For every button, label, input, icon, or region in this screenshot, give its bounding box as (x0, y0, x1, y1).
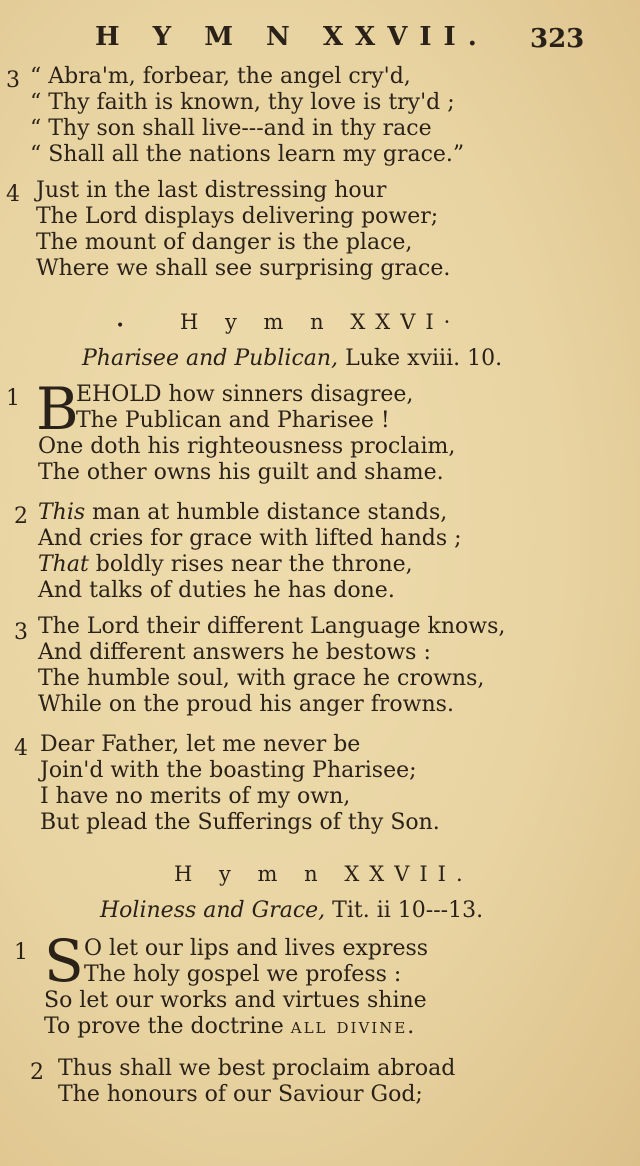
verse-line: While on the proud his anger frowns. (38, 692, 454, 717)
running-title: H Y M N XXVII. (95, 22, 489, 52)
drop-cap: B (36, 375, 79, 443)
verse-line: And different answers he bestows : (38, 640, 431, 665)
verse-number: 2 (30, 1060, 44, 1085)
verse-number: 3 (6, 68, 20, 93)
verse-line: But plead the Sufferings of thy Son. (40, 810, 440, 835)
line-rest: boldly rises near the throne, (88, 552, 413, 577)
drop-cap: S (44, 927, 84, 995)
verse-number: 1 (6, 386, 20, 411)
line-rest: And talks of duties he has done. (38, 578, 395, 603)
verse-number: 1 (14, 940, 28, 965)
verse-line: I have no merits of my own, (40, 784, 351, 809)
subtitle-theme: Pharisee and Publican, (82, 346, 339, 371)
ornament-dot: • (116, 318, 125, 334)
line-rest: And cries for grace with lifted hands ; (38, 526, 462, 551)
verse-line: The holy gospel we profess : (84, 962, 402, 987)
italic-word: That (38, 552, 89, 577)
verse-line: “ Thy son shall live---and in thy race (30, 116, 432, 141)
verse-number: 4 (14, 736, 28, 761)
verse-number: 3 (14, 620, 28, 645)
verse-line: “ Shall all the nations learn my grace.” (30, 142, 465, 167)
verse-line: Just in the last distressing hour (36, 178, 387, 203)
verse-line: So let our works and virtues shine (44, 988, 427, 1013)
verse-line: One doth his righteousness proclaim, (38, 434, 456, 459)
verse-line: Thus shall we best proclaim abroad (58, 1056, 456, 1081)
verse-number: 2 (14, 504, 28, 529)
verse-line: Where we shall see surprising grace. (36, 256, 451, 281)
verse-line: The Lord displays delivering power; (36, 204, 439, 229)
hymn-title: H y m n XXVII. (174, 862, 473, 886)
verse-line: O let our lips and lives express (84, 936, 429, 961)
verse-line: “ Abra'm, forbear, the angel cry'd, (30, 64, 411, 89)
hymn-subtitle (82, 346, 502, 371)
verse-line: The Publican and Pharisee ! (76, 408, 390, 433)
hymn-title: H y m n XXVI· (180, 310, 461, 334)
line-start: To prove the doctrine (44, 1014, 291, 1039)
verse-line: Dear Father, let me never be (40, 732, 361, 757)
verse-line (38, 578, 395, 604)
line-rest: man at humble distance stands, (85, 500, 448, 525)
subtitle-theme: Holiness and Grace, (100, 898, 326, 923)
verse-line (38, 526, 462, 552)
verse-line: The mount of danger is the place, (36, 230, 413, 255)
italic-word: This (38, 500, 86, 525)
verse-number: 4 (6, 182, 20, 207)
verse-line: The humble soul, with grace he crowns, (38, 666, 485, 691)
hymn-subtitle (100, 898, 483, 923)
subtitle-reference: Luke xviii. 10. (345, 346, 503, 371)
verse-line: The other owns his guilt and shame. (38, 460, 444, 485)
small-caps-phrase: all divine. (290, 1014, 417, 1039)
page-number: 323 (530, 24, 585, 54)
running-header (0, 18, 640, 58)
subtitle-reference: Tit. ii 10---13. (332, 898, 484, 923)
verse-line (38, 552, 413, 578)
verse-line: “ Thy faith is known, thy love is try'd ; (30, 90, 455, 115)
verse-line: The Lord their different Language knows, (38, 614, 506, 639)
verse-line (38, 500, 447, 526)
verse-line: The honours of our Saviour God; (58, 1082, 423, 1107)
verse-line: EHOLD how sinners disagree, (76, 382, 414, 407)
verse-line: Join'd with the boasting Pharisee; (40, 758, 417, 783)
verse-line (44, 1014, 416, 1040)
